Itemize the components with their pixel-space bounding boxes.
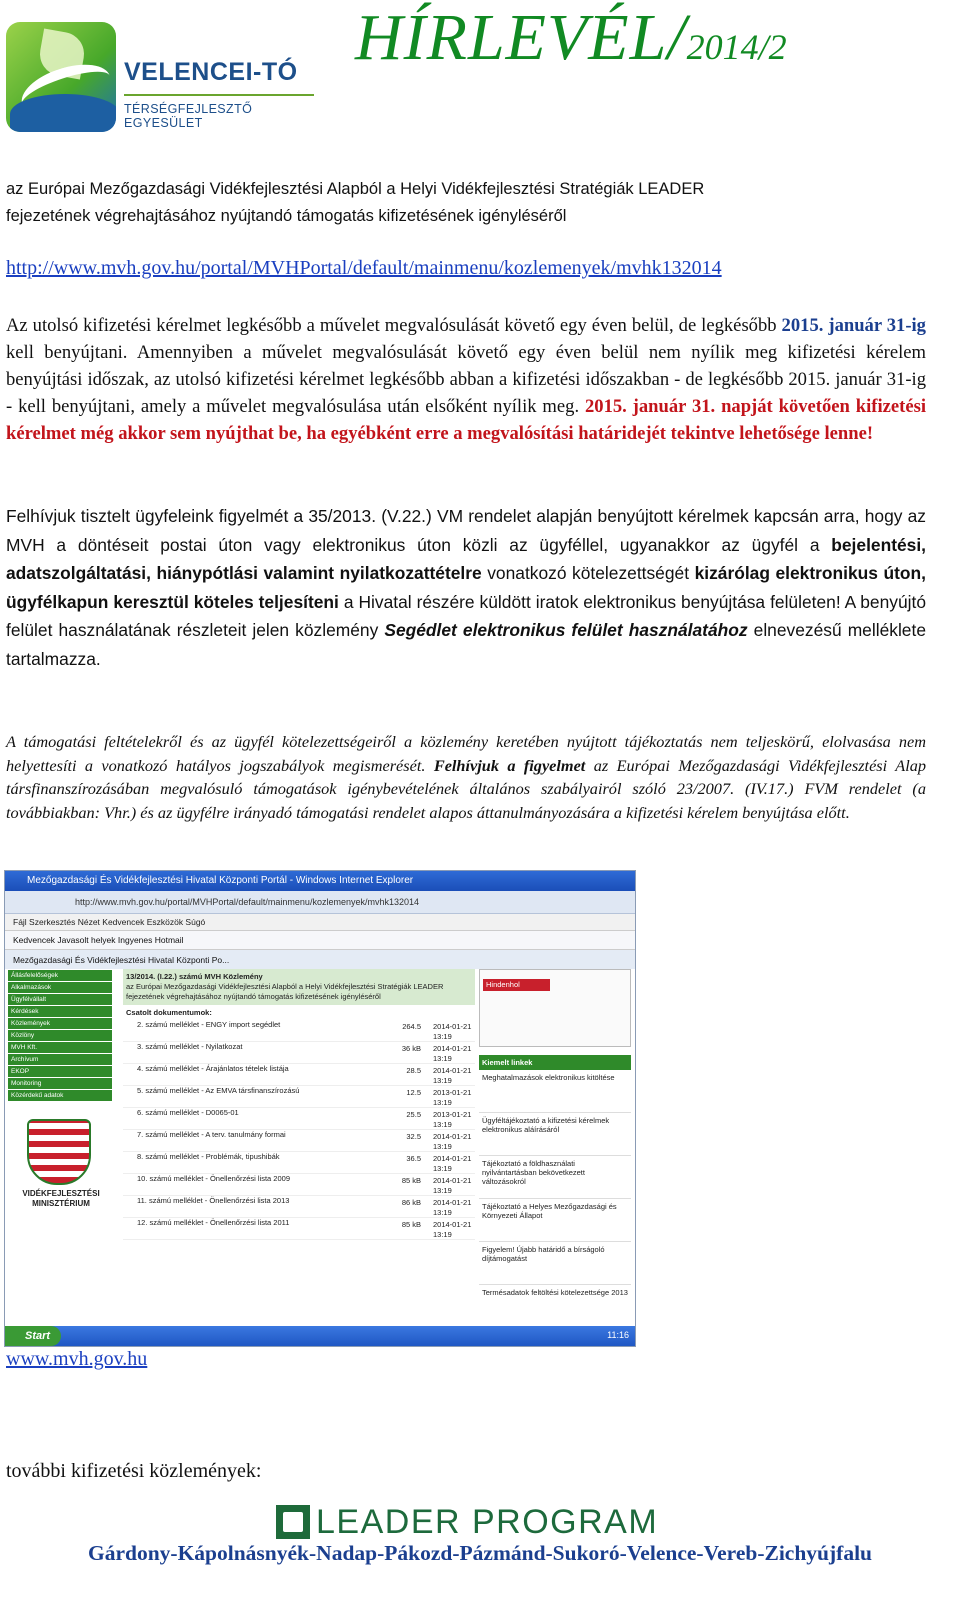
portal-doc-name: 3. számú melléklet - Nyilatkozat xyxy=(137,1042,243,1051)
submission-bold-2: kizárólag elektronikus úton, ügyfélkapun keresztül köteles teljesíteni xyxy=(6,563,926,612)
windows-taskbar xyxy=(5,1326,635,1346)
deadline-warning: 2015. január 31. napját követően kifizetési kérelmet még akkor sem nyújthat be, ha egyébként erre a megvalósítási határidejét tekintve lehetősége lenne! xyxy=(6,396,926,444)
deadline-text-2: kell benyújtani. Amennyiben a művelet megvalósulását követő egy éven belül nem nyílik meg kifizetési kérelem benyújtási időszak, az utolsó kifizetési kérelmet legkésőbb abban a kifizetési időszakban - de legkésőbb 2015. január 31-ig - kell benyújtani, amely a művelet megvalósulása után elsőként nyílik meg. xyxy=(6,342,926,417)
portal-doc-name: 2. számú melléklet - ENGY import segédlet xyxy=(137,1020,281,1029)
portal-doc-size: 85 kB xyxy=(401,1220,421,1229)
portal-doc-date: 2014-01-21 13:19 xyxy=(433,1132,472,1151)
portal-doc-name: 7. számú melléklet - A terv. tanulmány formai xyxy=(137,1130,286,1139)
portal-doc-size: 32.5 xyxy=(406,1132,421,1141)
portal-content xyxy=(5,969,635,1326)
intro-line-2: fejezetének végrehajtásához nyújtandó támogatás kifizetésének igényléséről xyxy=(6,207,567,225)
portal-highlight-link: Ügyféltájékoztató a kifizetési kérelmek elektronikus aláírásáról xyxy=(479,1113,631,1156)
submission-text-3: a Hivatal részére küldött iratok elektronikus benyújtása felületen! A benyújtó felület használatának részleteit jelen közlemény xyxy=(6,591,927,640)
portal-doc-row xyxy=(123,1042,475,1064)
start-button: Start xyxy=(5,1326,61,1346)
portal-sidebar-item: Alkalmazások xyxy=(8,982,112,993)
association-logo xyxy=(6,14,316,134)
intro-line-1: az Európai Mezőgazdasági Vidékfejlesztési Alapból a Helyi Vidékfejlesztési Stratégiák LEADER xyxy=(6,180,705,198)
deadline-paragraph xyxy=(6,312,926,447)
deadline-year: 2015. xyxy=(781,315,824,336)
portal-sidebar-item: Közlemények xyxy=(8,1018,112,1029)
portal-links-header: Kiemelt linkek xyxy=(479,1055,631,1070)
portal-notice-text: az Európai Mezőgazdasági Vidékfejlesztési Alapból a Helyi Vidékfejlesztési Stratégiák LEADER fejezetének végrehajtásához nyújtandó támogatás kifizetésének igényléséről xyxy=(126,982,444,1001)
portal-sidebar-item: Közlöny xyxy=(8,1030,112,1041)
portal-doc-row xyxy=(123,1196,475,1218)
newsletter-title xyxy=(355,0,787,76)
mvh-notice-link[interactable]: http://www.mvh.gov.hu/portal/MVHPortal/default/mainmenu/kozlemenyek/mvhk132014 xyxy=(6,257,722,279)
portal-doc-row xyxy=(123,1218,475,1240)
intro-heading xyxy=(6,176,931,230)
portal-search-box xyxy=(479,969,631,1047)
portal-doc-size: 264.5 xyxy=(402,1022,421,1031)
portal-doc-name: 4. számú melléklet - Árajánlatos tételek listája xyxy=(137,1064,289,1073)
portal-doc-row xyxy=(123,1064,475,1086)
leader-program-logo xyxy=(276,1503,659,1541)
portal-doc-name: 12. számú melléklet - Önellenőrzési lista 2011 xyxy=(137,1218,290,1227)
ministry-label: VIDÉKFEJLESZTÉSI MINISZTÉRIUM xyxy=(22,1189,100,1208)
electronic-submission-paragraph xyxy=(6,502,926,673)
logo-subtitle: TÉRSÉGFEJLESZTŐ EGYESÜLET xyxy=(124,102,253,130)
submission-text-1: Felhívjuk tisztelt ügyfeleink figyelmét a 35/2013. (V.22.) VM rendelet alapján benyújtott kérelmek kapcsán arra, hogy az MVH a döntéseit postai úton vagy elektronikus úton közli az ügyféllel, ugyanakkor az ügyfél a xyxy=(6,506,926,555)
portal-sidebar-item: Ügyfélvállalt xyxy=(8,994,112,1005)
browser-titlebar: Mezőgazdasági És Vidékfejlesztési Hivatal Központi Portál - Windows Internet Explorer xyxy=(5,871,635,891)
portal-select: Hindenhol xyxy=(483,979,550,991)
portal-doc-row xyxy=(123,1174,475,1196)
portal-sidebar-item: Közérdekű adatok xyxy=(8,1090,112,1101)
logo-divider xyxy=(124,94,314,96)
portal-docs-header: Csatolt dokumentumok: xyxy=(126,1008,212,1017)
leader-logo-icon xyxy=(276,1505,310,1539)
portal-sidebar-item: Archívum xyxy=(8,1054,112,1065)
disclaimer-note xyxy=(6,730,926,824)
deadline-date: január 31-ig xyxy=(823,315,926,336)
portal-doc-row xyxy=(123,1108,475,1130)
portal-doc-name: 11. számú melléklet - Önellenőrzési lista 2013 xyxy=(137,1196,290,1205)
portal-sidebar-item: Monitoring xyxy=(8,1078,112,1089)
portal-doc-date: 2014-01-21 13:19 xyxy=(433,1176,472,1195)
lake-logo-icon xyxy=(6,22,116,132)
portal-sidebar-item: EKOP xyxy=(8,1066,112,1077)
portal-doc-row xyxy=(123,1152,475,1174)
portal-screenshot xyxy=(4,870,636,1347)
submission-text-2: vonatkozó kötelezettségét xyxy=(481,563,695,583)
portal-doc-size: 86 kB xyxy=(401,1198,421,1207)
portal-notice-header xyxy=(123,969,475,1005)
member-towns: Gárdony-Kápolnásnyék-Nadap-Pákozd-Pázmánd-Sukoró-Velence-Vereb-Zichyújfalu xyxy=(87,1541,872,1565)
submission-guide-title: Segédlet elektronikus felület használatához xyxy=(384,620,748,640)
portal-links-list xyxy=(479,1070,631,1328)
more-notices-label: további kifizetési közlemények: xyxy=(6,1460,262,1482)
portal-sidebar xyxy=(5,969,115,1326)
portal-doc-row xyxy=(123,1020,475,1042)
portal-right-column xyxy=(479,969,631,1326)
portal-highlight-link: Meghatalmazások elektronikus kitöltése xyxy=(479,1070,631,1113)
portal-doc-name: 6. számú melléklet - D0065-01 xyxy=(137,1108,239,1117)
portal-doc-date: 2014-01-21 13:19 xyxy=(433,1198,472,1217)
portal-doc-date: 2014-01-21 13:19 xyxy=(433,1154,472,1173)
portal-highlight-link: Termésadatok feltöltési kötelezettsége 2013 xyxy=(479,1285,631,1328)
portal-doc-row xyxy=(123,1130,475,1152)
newsletter-title-main: HÍRLEVÉL/ xyxy=(355,1,687,74)
portal-doc-size: 85 kB xyxy=(401,1176,421,1185)
disclaimer-text-1: A támogatási feltételekről és az ügyfél kötelezettségeiről a közlemény keretében nyújtott tájékoztatás nem teljeskörű, elolvasása nem helyettesíti a vonatkozó hatályos jogszabályok megismerését. xyxy=(6,732,926,775)
browser-menu-bar: Fájl Szerkesztés Nézet Kedvencek Eszközök Súgó xyxy=(5,914,635,931)
browser-tab: Mezőgazdasági És Vidékfejlesztési Hivatal Központi Po... xyxy=(5,950,635,971)
disclaimer-text-2: az Európai Mezőgazdasági Vidékfejlesztési Alap társfinanszírozásában megvalósuló támogatások igénybevételének általános szabályairól szóló 23/2007. (IV.17.) FVM rendelet (a továbbiakban: Vhr.) és az ügyfélre irányadó támogatási rendelet alapos áttanulmányozására a kifizetési kérelem benyújtása előtt. xyxy=(6,755,926,822)
submission-text-4: elnevezésű melléklete tartalmazza. xyxy=(6,620,926,669)
portal-doc-name: 8. számú melléklet - Problémák, tipushibák xyxy=(137,1152,280,1161)
portal-sidebar-item: MVH Kft. xyxy=(8,1042,112,1053)
portal-notice-title: 13/2014. (I.22.) számú MVH Közlemény xyxy=(126,972,263,981)
disclaimer-bold: Felhívjuk a figyelmet xyxy=(433,755,586,775)
portal-doc-date: 2013-01-21 13:19 xyxy=(433,1110,472,1129)
portal-highlight-link: Figyelem! Újabb határidő a bírságoló díjtámogatást xyxy=(479,1242,631,1285)
submission-bold-1: bejelentési, adatszolgáltatási, hiánypótlási valamint nyilatkozattételre xyxy=(6,534,926,583)
portal-sidebar-item: Állásfelelőségek xyxy=(8,970,112,981)
logo-name: VELENCEI-TÓ xyxy=(124,58,298,86)
portal-doc-date: 2013-01-21 13:19 xyxy=(433,1088,472,1107)
browser-favorites-bar: Kedvencek Javasolt helyek Ingyenes Hotmail xyxy=(5,931,635,950)
portal-notice xyxy=(123,969,475,1326)
deadline-text: Az utolsó kifizetési kérelmet legkésőbb a művelet megvalósulását követő egy éven belül, de legkésőbb xyxy=(6,315,782,336)
portal-doc-date: 2014-01-21 13:19 xyxy=(433,1022,472,1041)
leader-program-text: LEADER PROGRAM xyxy=(316,1503,659,1541)
portal-docs-list xyxy=(123,1020,475,1240)
portal-doc-date: 2014-01-21 13:19 xyxy=(433,1220,472,1239)
browser-address-bar: http://www.mvh.gov.hu/portal/MVHPortal/default/mainmenu/kozlemenyek/mvhk132014 xyxy=(5,891,635,914)
portal-doc-size: 36 kB xyxy=(401,1044,421,1053)
taskbar-clock: 11:16 xyxy=(607,1330,629,1340)
portal-doc-name: 5. számú melléklet - Az EMVA társfinanszírozású xyxy=(137,1086,300,1095)
portal-doc-row xyxy=(123,1086,475,1108)
portal-highlight-link: Tájékoztató a földhasználati nyilvántartásban bekövetkezett változásokról xyxy=(479,1156,631,1199)
coat-of-arms-icon xyxy=(27,1119,91,1185)
portal-highlight-link: Tájékoztató a Helyes Mezőgazdasági és Környezeti Állapot xyxy=(479,1199,631,1242)
portal-doc-size: 12.5 xyxy=(406,1088,421,1097)
newsletter-issue: 2014/2 xyxy=(686,27,787,67)
portal-doc-size: 28.5 xyxy=(406,1066,421,1075)
portal-doc-date: 2014-01-21 13:19 xyxy=(433,1066,472,1085)
portal-doc-date: 2014-01-21 13:19 xyxy=(433,1044,472,1063)
portal-sidebar-item: Kérdések xyxy=(8,1006,112,1017)
portal-doc-size: 25.5 xyxy=(406,1110,421,1119)
portal-doc-name: 10. számú melléklet - Önellenőrzési lista 2009 xyxy=(137,1174,290,1183)
portal-doc-size: 36.5 xyxy=(406,1154,421,1163)
mvh-home-link[interactable]: www.mvh.gov.hu xyxy=(6,1348,148,1370)
